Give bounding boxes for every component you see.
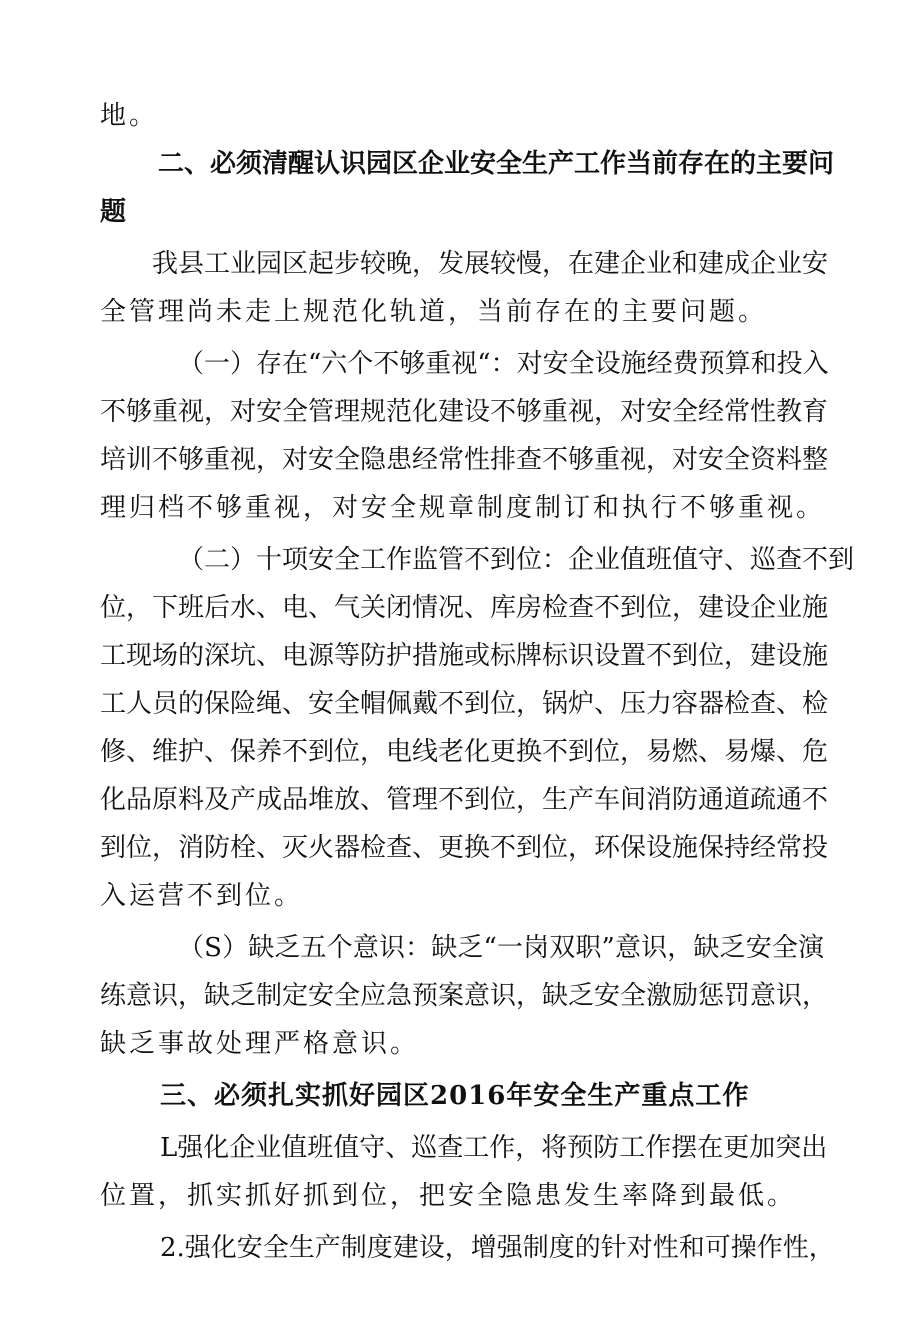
paragraph-line: 理归档不够重视，对安全规章制度制订和执行不够重视。	[100, 493, 826, 523]
paragraph-line: 到位，消防栓、灭火器检查、更换不到位，环保设施保持经常投	[100, 833, 829, 863]
section-heading-3: 三、必须扎实抓好园区2016年安全生产重点工作	[160, 1081, 750, 1111]
paragraph-line: 练意识，缺乏制定安全应急预案意识，缺乏安全激励惩罚意识，	[100, 981, 829, 1011]
paragraph-line: 化品原料及产成品堆放、管理不到位，生产车间消防通道疏通不	[100, 785, 829, 815]
paragraph-line: 工现场的深坑、电源等防护措施或标牌标识设置不到位，建设施	[100, 641, 829, 671]
section-heading-2-continued: 题	[100, 197, 130, 227]
paragraph-line: 不够重视，对安全管理规范化建设不够重视，对安全经常性教育	[100, 397, 829, 427]
paragraph-line: 位，下班后水、电、气关闭情况、库房检查不到位，建设企业施	[100, 593, 829, 623]
section-heading-2: 二、必须清醒认识园区企业安全生产工作当前存在的主要问	[158, 149, 835, 179]
paragraph-line: 工人员的保险绳、安全帽佩戴不到位，锅炉、压力容器检查、检	[100, 689, 829, 719]
paragraph-line: 培训不够重视，对安全隐患经常性排查不够重视，对安全资料整	[100, 445, 829, 475]
paragraph-line: （二）十项安全工作监管不到位：企业值班值守、巡查不到	[178, 545, 855, 575]
paragraph-line: （一）存在“六个不够重视“：对安全设施经费预算和投入	[178, 349, 829, 379]
paragraph-line: 位置，抓实抓好抓到位，把安全隐患发生率降到最低。	[100, 1181, 797, 1211]
paragraph-line: 修、维护、保养不到位，电线老化更换不到位，易燃、易爆、危	[100, 737, 829, 767]
paragraph-line: 入运营不到位。	[100, 881, 304, 911]
paragraph-line: 2.强化安全生产制度建设，增强制度的针对性和可操作性，	[160, 1233, 835, 1263]
paragraph-line: L强化企业值班值守、巡查工作，将预防工作摆在更加突出	[160, 1133, 828, 1163]
paragraph-line: 地。	[100, 101, 159, 131]
paragraph-line: （S）缺乏五个意识：缺乏“一岗双职”意识，缺乏安全演	[178, 933, 824, 963]
paragraph-line: 我县工业园区起步较晚，发展较慢，在建企业和建成企业安	[152, 249, 829, 279]
paragraph-line: 缺乏事故处理严格意识。	[100, 1029, 420, 1059]
paragraph-line: 全管理尚未走上规范化轨道，当前存在的主要问题。	[100, 297, 768, 327]
